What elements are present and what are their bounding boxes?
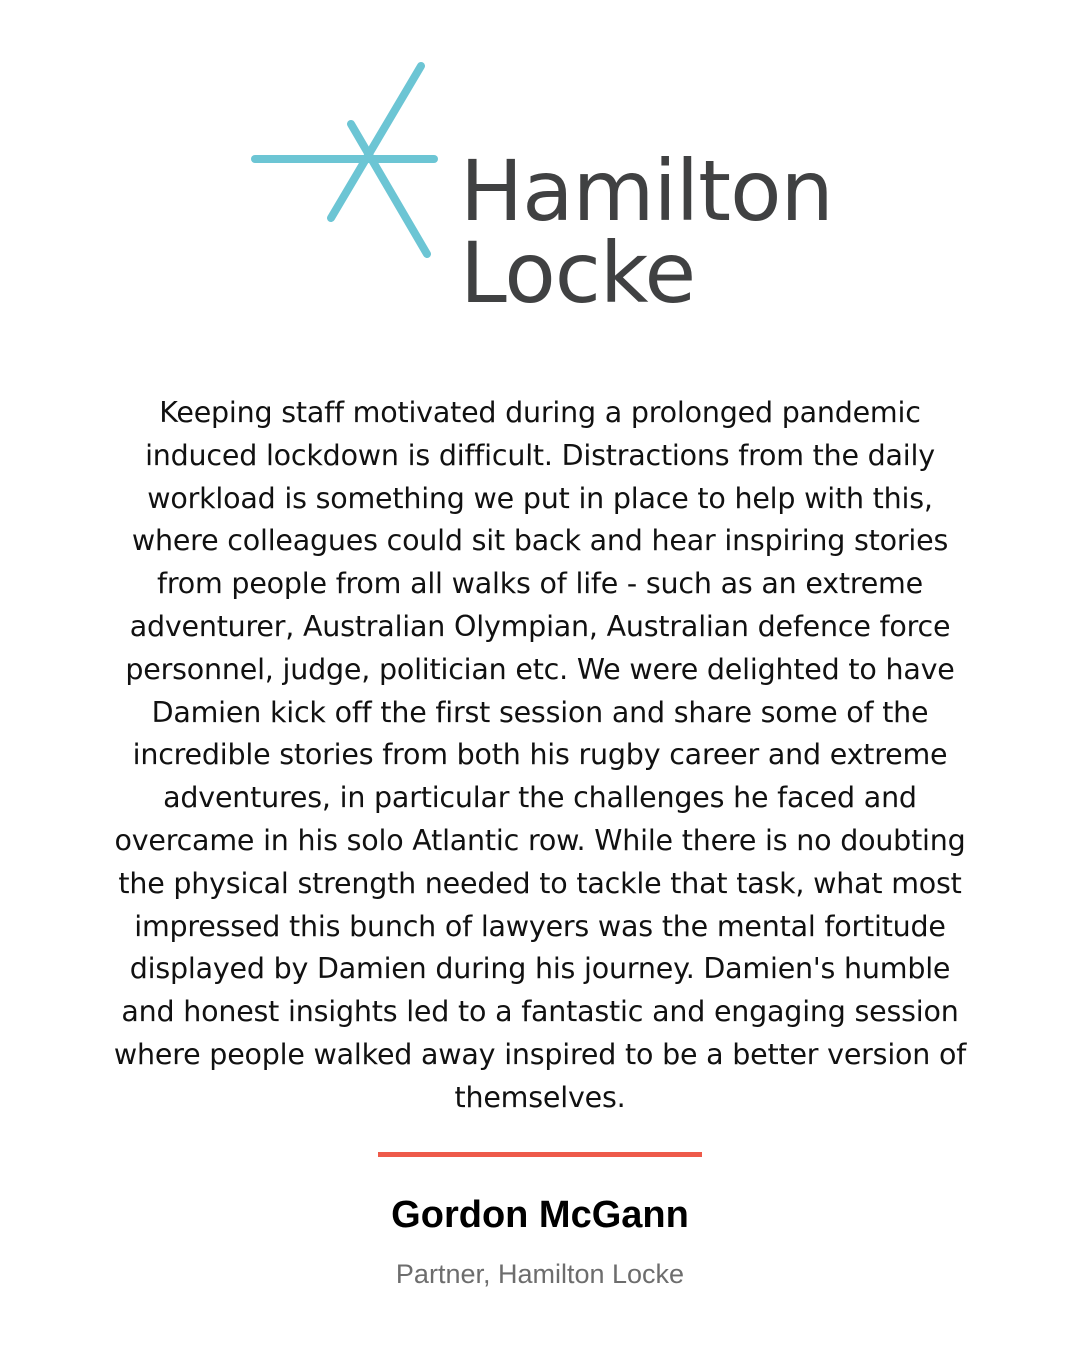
author-name: Gordon McGann xyxy=(391,1194,689,1236)
testimonial-quote: Keeping staff motivated during a prolonged pandemic induced lockdown is difficult. Distractions from the daily workload is something we put in place to help with this, where colleagues could sit back and hear inspiring stories from people from all walks of life - such as an extreme adventurer, Australian Olympian, Australian defence force personnel, judge, politician etc. We were delighted to have Damien kick off the first session and share some of the incredible stories from both his rugby career and extreme adventures, in particular the challenges he faced and overcame in his solo Atlantic row. While there is no doubting the physical strength needed to tackle that task, what most impressed this bunch of lawyers was the mental fortitude displayed by Damien during his journey. Damien's humble and honest insights led to a fantastic and engaging session where people walked away inspired to be a better version of themselves. xyxy=(113,396,967,1114)
author-role: Partner, Hamilton Locke xyxy=(395,1259,685,1289)
logo-wordmark-line2: Locke xyxy=(460,224,696,322)
logo-wordmark xyxy=(460,142,833,322)
logo-wordmark-line1: Hamilton xyxy=(460,142,833,240)
accent-divider xyxy=(378,1152,702,1157)
hamilton-locke-logo xyxy=(0,0,1080,340)
asterisk-star-icon xyxy=(0,0,460,300)
